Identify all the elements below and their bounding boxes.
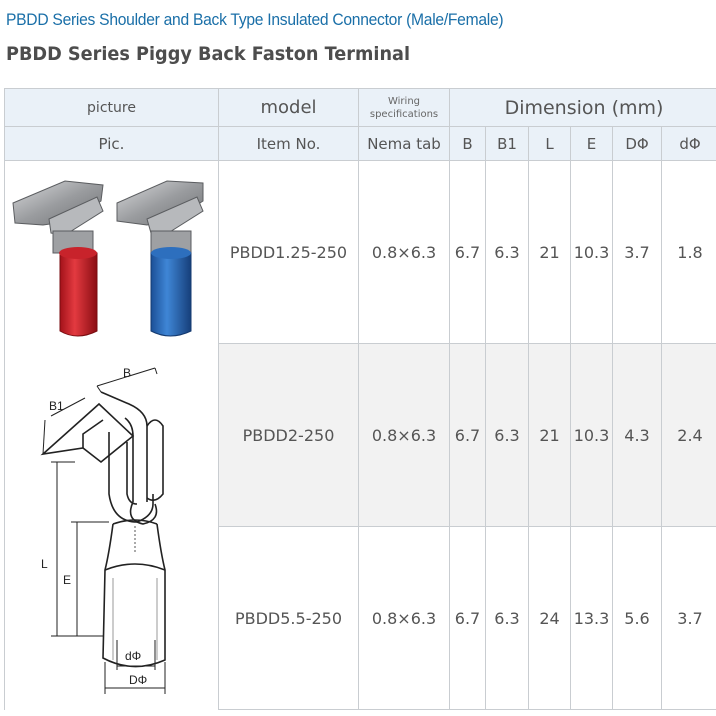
header-e: E [571, 127, 613, 161]
terminal-photo [5, 161, 219, 343]
page-title: PBDD Series Shoulder and Back Type Insulated Connector (Male/Female) [6, 10, 504, 29]
dim-small-d-phi: 2.4 [662, 344, 716, 527]
header-nema-tab: Nema tab [359, 127, 450, 161]
dim-l: 21 [529, 344, 571, 527]
header-item-no: Item No. [219, 127, 359, 161]
header-dimension: Dimension (mm) [450, 89, 716, 127]
nema-tab: 0.8×6.3 [359, 161, 450, 344]
label-l: L [41, 556, 48, 571]
label-d-phi: DΦ [129, 672, 148, 687]
dim-small-d-phi: 3.7 [662, 527, 716, 710]
blue-terminal [117, 181, 203, 336]
red-terminal [13, 181, 103, 336]
header-l: L [529, 127, 571, 161]
header-b: B [450, 127, 486, 161]
label-b: B [123, 365, 132, 380]
dim-e: 10.3 [571, 161, 613, 344]
page-subtitle: PBDD Series Piggy Back Faston Terminal [6, 43, 411, 65]
header-wiring: Wiring specifications [359, 89, 450, 127]
label-b1: B1 [49, 398, 64, 413]
nema-tab: 0.8×6.3 [359, 344, 450, 527]
header-b1: B1 [486, 127, 529, 161]
table-subheader-row [5, 127, 716, 161]
item-no: PBDD2-250 [219, 344, 359, 527]
header-pic: Pic. [5, 127, 219, 161]
dim-l: 21 [529, 161, 571, 344]
header-small-d-phi: dΦ [662, 127, 716, 161]
photo-cell [5, 161, 219, 344]
table-row [5, 344, 716, 527]
item-no: PBDD1.25-250 [219, 161, 359, 344]
dim-e: 13.3 [571, 527, 613, 710]
dim-l: 24 [529, 527, 571, 710]
dim-d-phi: 4.3 [613, 344, 662, 527]
dim-b1: 6.3 [486, 161, 529, 344]
header-picture: picture [5, 89, 219, 127]
dim-b: 6.7 [450, 344, 486, 527]
dim-b1: 6.3 [486, 344, 529, 527]
table-row [5, 161, 716, 344]
item-no: PBDD5.5-250 [219, 527, 359, 710]
header-d-phi: DΦ [613, 127, 662, 161]
dim-e: 10.3 [571, 344, 613, 527]
dim-b1: 6.3 [486, 527, 529, 710]
dim-d-phi: 5.6 [613, 527, 662, 710]
diagram-cell [5, 344, 219, 710]
dim-b: 6.7 [450, 161, 486, 344]
spec-table [4, 88, 716, 710]
table-header-row [5, 89, 716, 127]
nema-tab: 0.8×6.3 [359, 527, 450, 710]
dim-b: 6.7 [450, 527, 486, 710]
dim-small-d-phi: 1.8 [662, 161, 716, 344]
header-model: model [219, 89, 359, 127]
label-small-d-phi: dΦ [125, 648, 142, 663]
dimension-diagram [5, 344, 219, 710]
dim-d-phi: 3.7 [613, 161, 662, 344]
label-e: E [63, 572, 72, 587]
